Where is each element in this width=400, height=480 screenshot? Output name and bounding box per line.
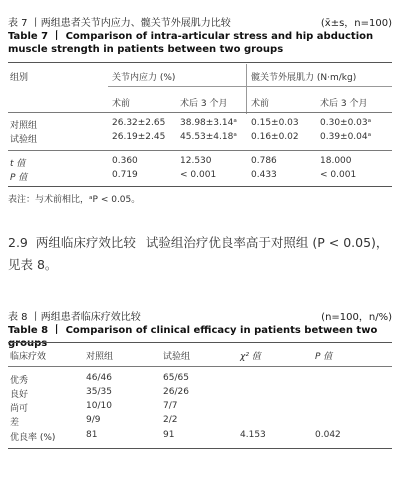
table8-caption-en-label: Table 8 丨 (8, 325, 62, 336)
table7-header-stress: 关节内应力 (%) (112, 73, 176, 83)
table8-cell: 优良率 (%) (10, 433, 56, 443)
table7-stat-cell: 12.530 (180, 156, 212, 166)
table7-stat-cell: 18.000 (320, 156, 352, 166)
table8-cell: 9/9 (86, 415, 101, 425)
table7-cell: 0.15±0.03 (251, 118, 299, 128)
table7-sub-pre-a: 术前 (112, 99, 131, 109)
table8-cell: 35/35 (86, 387, 112, 397)
table8-caption-title: 表 8 丨两组患者临床疗效比较 (8, 312, 141, 323)
table8-header: 对照组 (86, 352, 114, 362)
table7-stats-rule (8, 150, 392, 151)
table8-cell: 优秀 (10, 376, 29, 386)
table8-cell: 0.042 (315, 430, 341, 440)
table8-cell: 良好 (10, 390, 29, 400)
table7-caption-stat: (x̄±s，n=100) (320, 18, 392, 29)
table7-caption-en (8, 30, 392, 56)
table8-cell: 10/10 (86, 401, 112, 411)
table7-caption-title: 表 7 丨两组患者关节内应力、髋关节外展肌力比较 (8, 18, 231, 29)
table8-header: 试验组 (163, 352, 191, 362)
section-heading: 两组临床疗效比较 (35, 235, 136, 250)
table7-stat-label: P 值 (10, 173, 28, 183)
table7-note: 表注：与术前相比，ᵃP < 0.05。 (8, 195, 141, 205)
table8-cell: 46/46 (86, 373, 112, 383)
table7-cell: 38.98±3.14ᵃ (180, 118, 237, 128)
table8-caption-cn (8, 308, 392, 323)
table8-cell: 26/26 (163, 387, 189, 397)
table7-cell: 0.30±0.03ᵃ (320, 118, 372, 128)
table8-caption-en-text: Comparison of clinical efficacy in patients between two groups (8, 325, 378, 349)
table7-row-label: 试验组 (10, 135, 38, 145)
table8-header-rule (8, 366, 392, 367)
table8-header: χ² 值 (240, 352, 261, 362)
table7-column-divider (246, 64, 247, 114)
section-number: 2.9 (8, 235, 28, 250)
table7-caption-en-text: Comparison of intra-articular stress and hip abduction muscle strength in patients between two groups (8, 31, 374, 55)
table7-sub-post-b: 术后 3 个月 (320, 99, 368, 109)
table7-cell: 0.39±0.04ᵃ (320, 132, 372, 142)
table7-cell: 45.53±4.18ᵃ (180, 132, 237, 142)
table7-header-rule (8, 112, 392, 113)
section-paragraph (8, 232, 392, 276)
table7-row-label: 对照组 (10, 121, 38, 131)
table7-stat-cell: 0.433 (251, 170, 277, 180)
table7-bottom-rule (8, 186, 392, 187)
table7-stat-cell: < 0.001 (320, 170, 357, 180)
table7-top-rule (8, 62, 392, 63)
table7-cell: 0.16±0.02 (251, 132, 299, 142)
table8-cell: 91 (163, 430, 175, 440)
table8-header: 临床疗效 (10, 352, 47, 362)
table7-stat-cell: 0.360 (112, 156, 138, 166)
table8-cell: 差 (10, 418, 20, 428)
table8-caption-stat: (n=100，n/%) (321, 312, 392, 323)
table8-cell: 2/2 (163, 415, 178, 425)
table8-cell: 4.153 (240, 430, 266, 440)
table7-stat-cell: 0.719 (112, 170, 138, 180)
table7-caption-cn (8, 14, 392, 29)
table8-cell: 65/65 (163, 373, 189, 383)
table7-sub-pre-b: 术前 (251, 99, 270, 109)
table7-subheader-rule (108, 86, 392, 87)
table8-bottom-rule (8, 448, 392, 449)
table8-caption-en (8, 324, 392, 350)
table8-cell: 81 (86, 430, 98, 440)
section-text: 试验组治疗优良率高于对照组 (P < 0.05)，见表 8。 (8, 235, 389, 272)
table7-caption-en-label: Table 7 丨 (8, 31, 62, 42)
table7-header-group: 组别 (10, 73, 29, 83)
table7-cell: 26.19±2.45 (112, 132, 166, 142)
table7-cell: 26.32±2.65 (112, 118, 166, 128)
table7-stat-cell: < 0.001 (180, 170, 217, 180)
table7-header-strength: 髋关节外展肌力 (N·m/kg) (251, 73, 357, 83)
table7-sub-post-a: 术后 3 个月 (180, 99, 228, 109)
table7-stat-cell: 0.786 (251, 156, 277, 166)
table7-stat-label: t 值 (10, 159, 26, 169)
table8-cell: 尚可 (10, 404, 29, 414)
table8-top-rule (8, 342, 392, 343)
table8-cell: 7/7 (163, 401, 178, 411)
table8-header: P 值 (315, 352, 333, 362)
